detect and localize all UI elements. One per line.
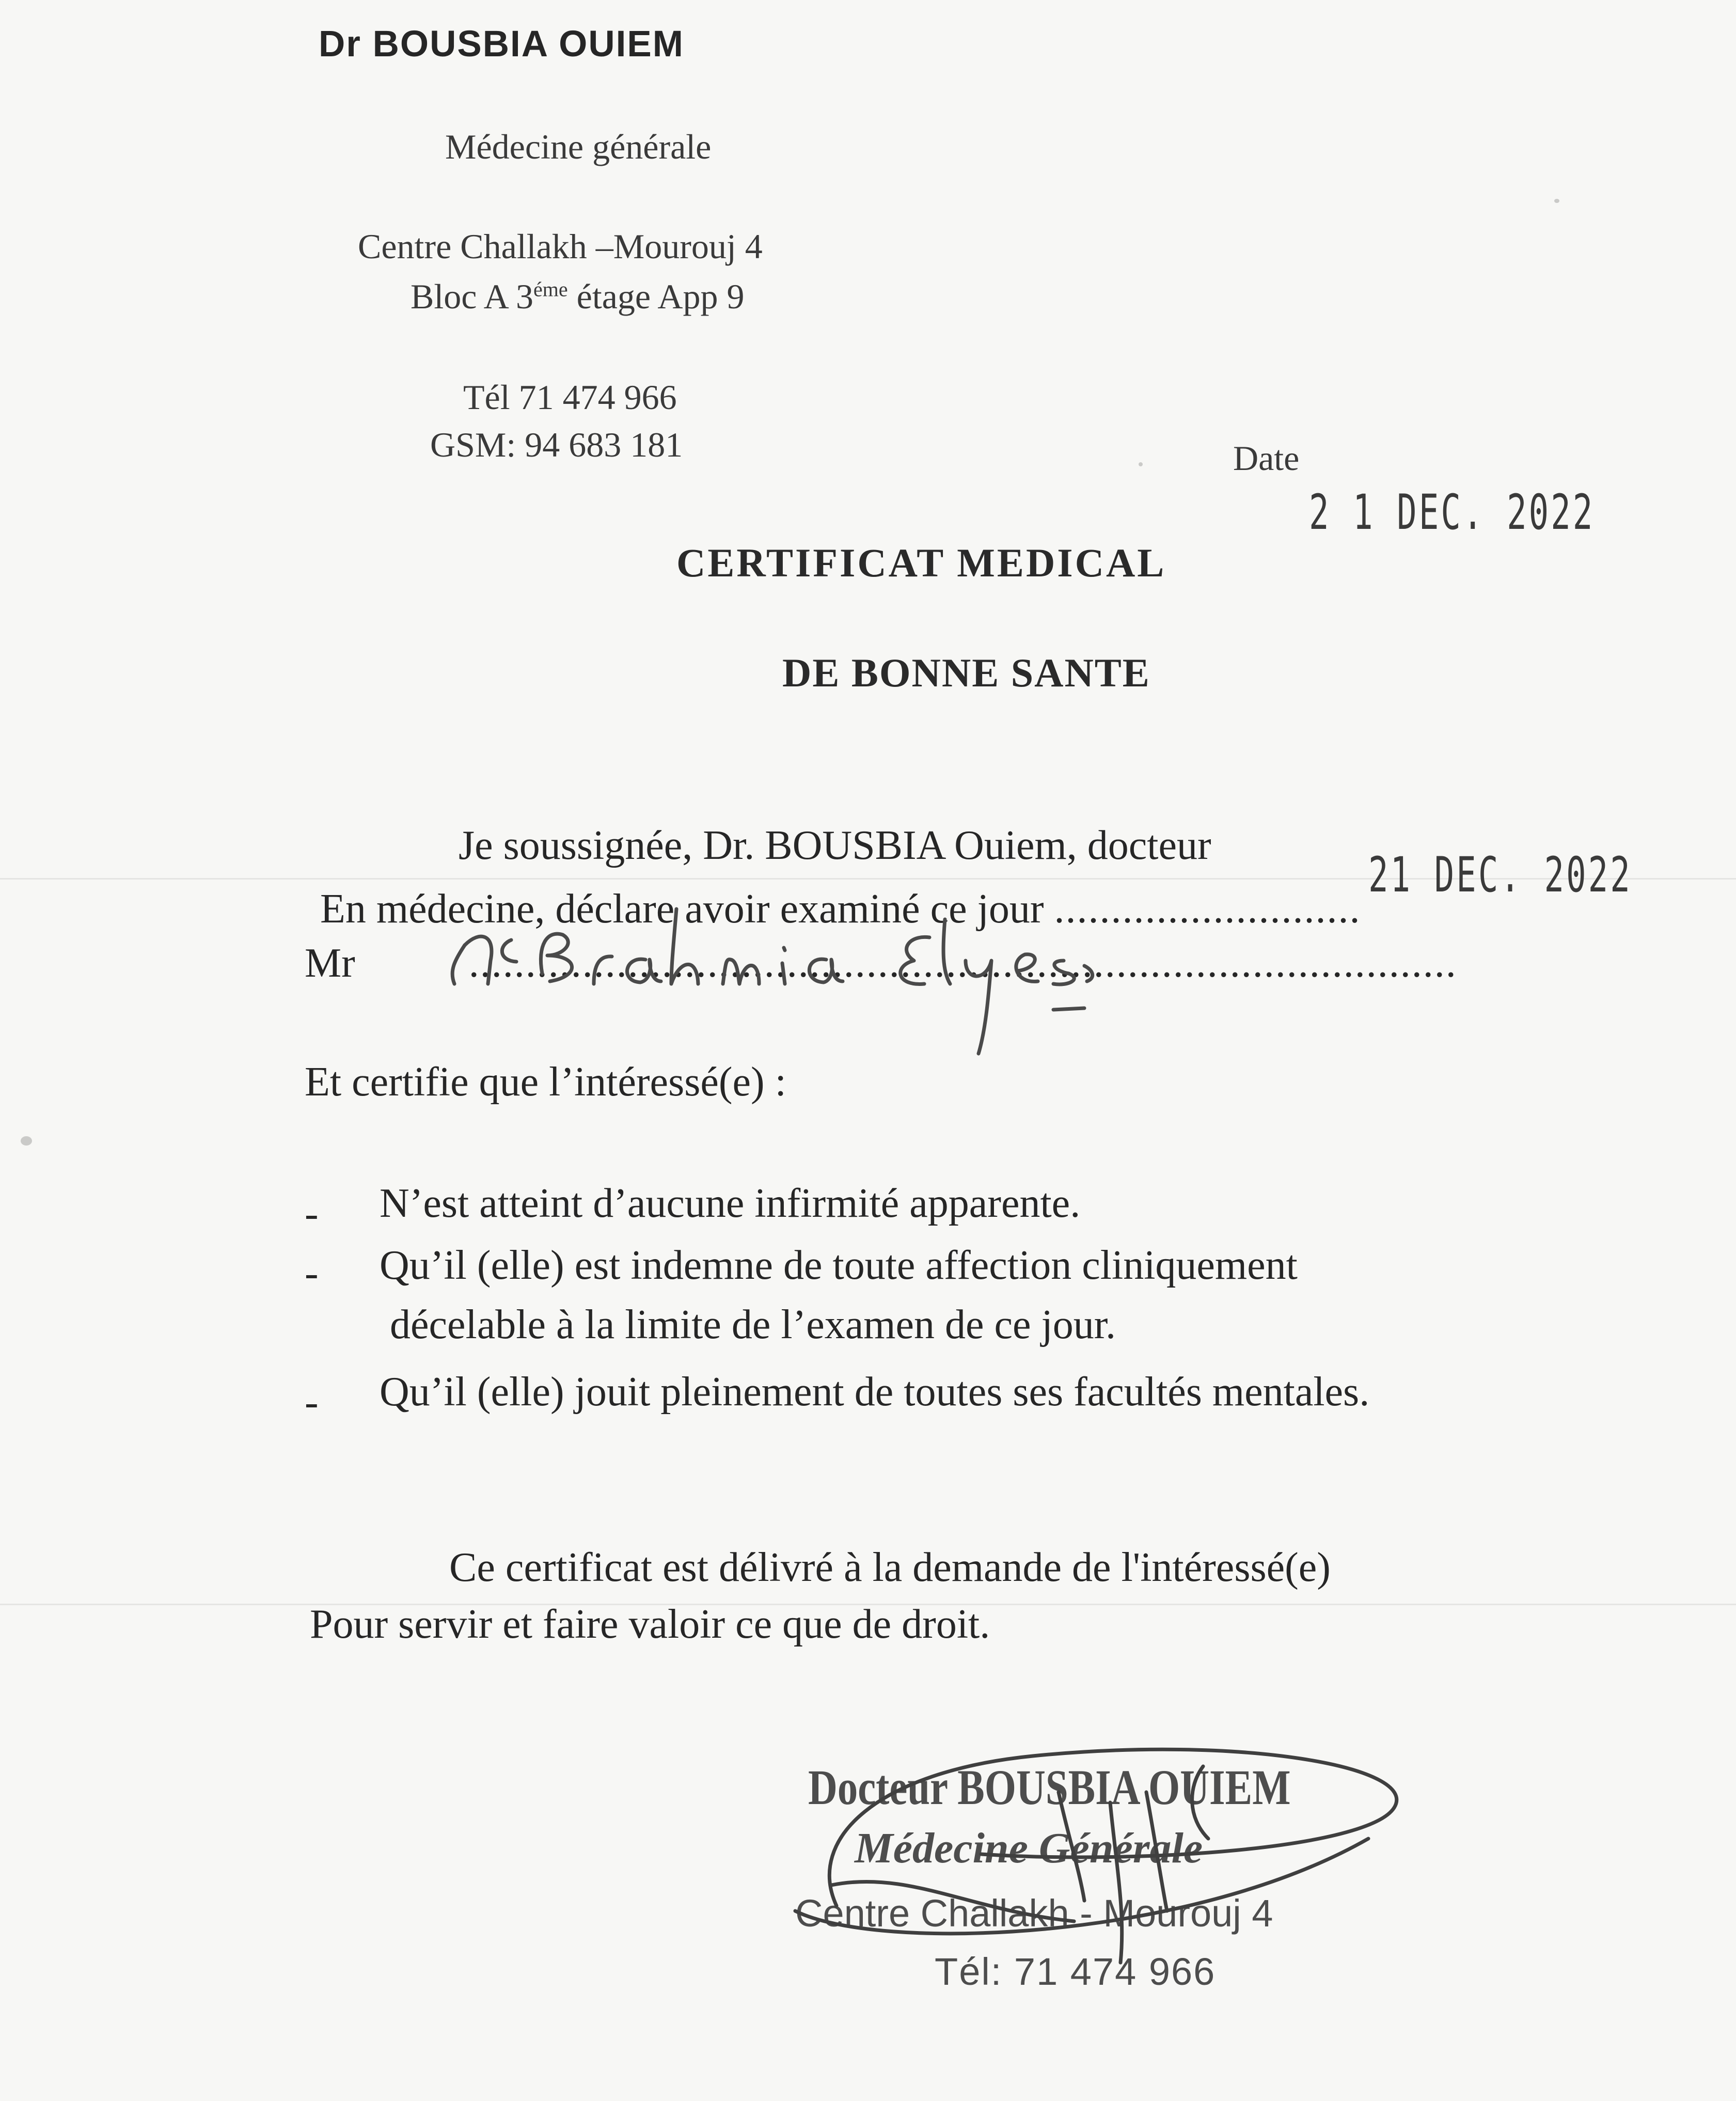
stamp-doctor-name: Docteur BOUSBIA OUIEM: [808, 1760, 1291, 1815]
exam-date-stamp: 21 DEC. 2022: [1368, 847, 1632, 903]
document-subtitle: DE BONNE SANTE: [782, 650, 1150, 695]
list-item-continuation: décelable à la limite de l’examen de ce jour.: [390, 1302, 1116, 1347]
address-line-1: Centre Challakh –Mourouj 4: [358, 227, 763, 266]
specialty: Médecine générale: [445, 127, 712, 166]
list-item: Qu’il (elle) est indemne de toute affection cliniquement: [380, 1243, 1298, 1288]
certify-line: Et certifie que l’intéressé(e) :: [305, 1059, 786, 1105]
date-stamp: 2 1 DEC. 2022: [1309, 484, 1595, 541]
list-bullet: -: [305, 1191, 319, 1236]
stamp-phone: Tél: 71 474 966: [935, 1950, 1216, 1993]
closing-line: Ce certificat est délivré à la demande de l'intéressé(e): [449, 1545, 1331, 1590]
list-bullet: -: [305, 1379, 319, 1425]
doctor-name: Dr BOUSBIA OUIEM: [319, 24, 684, 65]
mobile-phone: GSM: 94 683 181: [430, 425, 683, 464]
body-line: En médecine, déclare avoir examiné ce jour ...........................: [320, 886, 1361, 932]
phone: Tél 71 474 966: [463, 378, 677, 417]
address-line-2: Bloc A $3^{éme}$ étage App 9: [411, 277, 745, 316]
patient-line: Mr .......................................................................................: [305, 940, 1457, 986]
stamp-specialty: Médecine Générale: [855, 1824, 1203, 1872]
date-label: Date: [1233, 438, 1300, 478]
stamp-address: Centre Challakh - Mourouj 4: [795, 1892, 1273, 1935]
document-title: CERTIFICAT MEDICAL: [676, 540, 1166, 585]
list-item: N’est atteint d’aucune infirmité apparente.: [380, 1181, 1081, 1226]
closing-line: Pour servir et faire valoir ce que de droit.: [310, 1602, 990, 1647]
list-bullet: -: [305, 1250, 319, 1296]
body-line: Je soussignée, Dr. BOUSBIA Ouiem, docteur: [459, 823, 1211, 868]
list-item: Qu’il (elle) jouit pleinement de toutes ses facultés mentales.: [380, 1369, 1370, 1415]
